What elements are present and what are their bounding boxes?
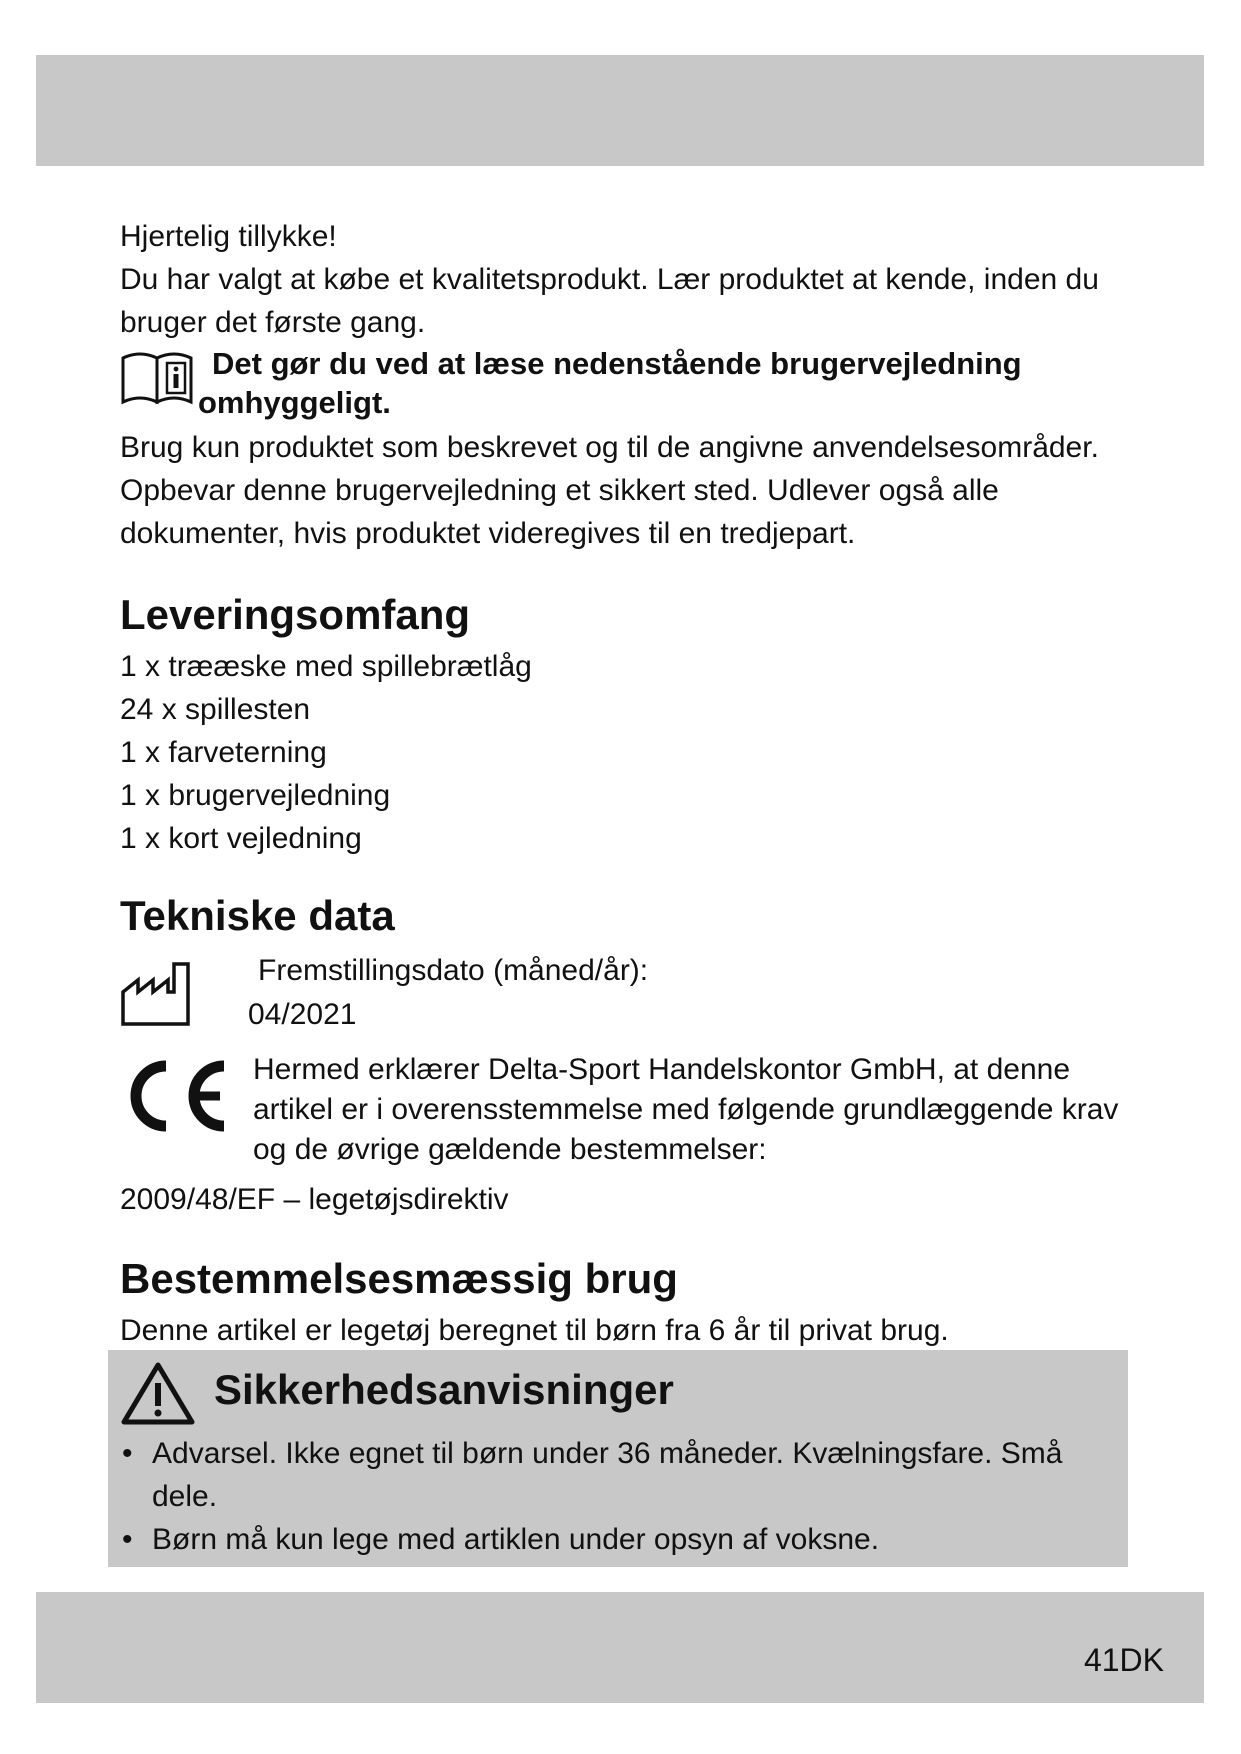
ce-mark-icon <box>120 1058 232 1134</box>
page-content <box>120 215 1140 1352</box>
list-item: • Børn må kun lege med artiklen under opsyn af voksne. <box>122 1523 880 1556</box>
safety-list <box>120 1432 1120 1561</box>
manufacture-date-icon <box>120 958 192 1028</box>
greeting: Hjertelig tillykke! <box>120 220 337 253</box>
ce-text: Hermed erklærer Delta-Sport Handelskontor GmbH, at denne artikel er i overensstemmelse med følgende grundlæggende krav og de øvrige gældende bestemmelser: <box>253 1053 1119 1166</box>
header-band <box>36 55 1204 166</box>
intended-use-heading: Bestemmelsesmæssig brug <box>120 1255 678 1302</box>
technical-heading: Tekniske data <box>120 892 395 939</box>
manufacture-date <box>120 950 1140 1042</box>
scope-heading: Leveringsomfang <box>120 591 471 638</box>
intro-text: Du har valgt at købe et kvalitetsprodukt. Lær produktet at kende, inden du bruger det første gang. <box>120 263 1099 339</box>
footer-band <box>36 1592 1204 1703</box>
safety-item-text: Advarsel. Ikke egnet til børn under 36 måneder. Kvælningsfare. Små dele. <box>152 1437 1063 1513</box>
page-number: 41DK <box>1083 1642 1164 1678</box>
safety-item-text: Børn må kun lege med artiklen under opsyn af voksne. <box>152 1523 880 1556</box>
notice-line-2: omhyggeligt. <box>198 385 391 420</box>
list-item: 1 x brugervejledning <box>120 779 391 812</box>
list-item: 1 x kort vejledning <box>120 822 362 855</box>
manual-info-icon <box>120 348 194 406</box>
list-item: • Advarsel. Ikke egnet til børn under 36 måneder. Kvælningsfare. Små dele. <box>122 1437 1063 1513</box>
usage-text: Brug kun produktet som beskrevet og til de angivne anvendelsesområder. Opbevar denne brugervejledning et sikkert sted. Udlever også alle dokumenter, hvis produktet videregives til en tredjepart. <box>120 431 1099 550</box>
directive-text: 2009/48/EF – legetøjsdirektiv <box>120 1183 509 1216</box>
date-value: 04/2021 <box>248 998 357 1031</box>
date-label: Fremstillingsdato (måned/år): <box>258 954 649 987</box>
ce-declaration <box>120 1050 1140 1178</box>
warning-icon <box>120 1360 196 1426</box>
safety-heading: Sikkerhedsanvisninger <box>214 1366 674 1413</box>
intended-use-text: Denne artikel er legetøj beregnet til børn fra 6 år til privat brug. <box>120 1314 949 1347</box>
list-item: 1 x farveterning <box>120 736 327 769</box>
list-item: 1 x trææske med spillebrætlåg <box>120 650 532 683</box>
read-manual-notice <box>120 344 1140 426</box>
list-item: 24 x spillesten <box>120 693 311 726</box>
notice-line-1: Det gør du ved at læse nedenstående brugervejledning <box>212 346 1022 381</box>
scope-list <box>120 645 1140 860</box>
safety-box <box>108 1350 1128 1567</box>
